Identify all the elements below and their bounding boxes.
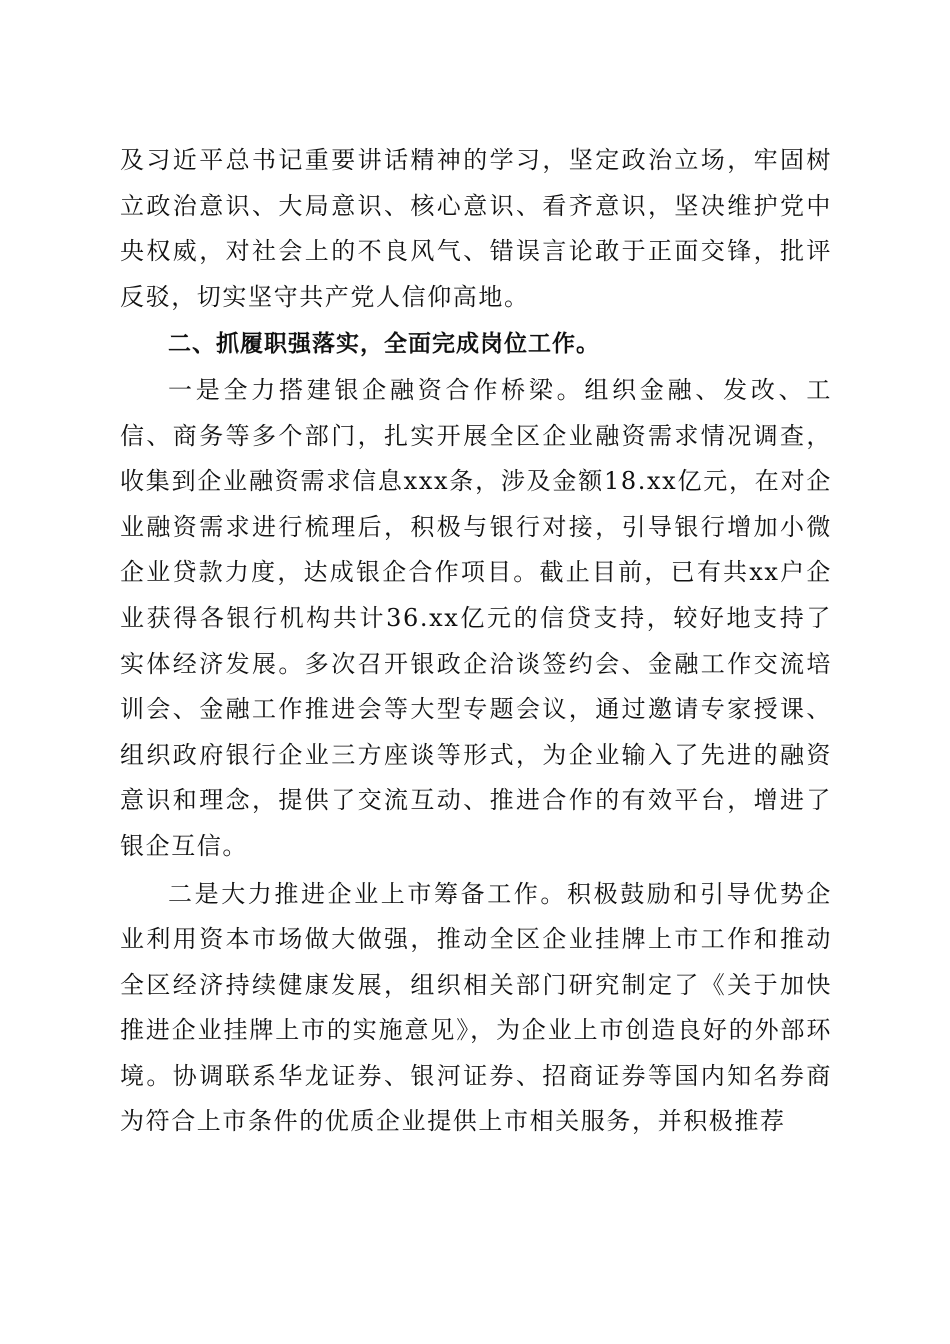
section-heading: 二、抓履职强落实，全面完成岗位工作。 — [168, 331, 600, 358]
paragraph-lead: 一是全力搭建银企融资合作桥梁。 — [168, 375, 585, 404]
paragraph-continuation: 及习近平总书记重要讲话精神的学习，坚定政治立场，牢固树立政治意识、大局意识、核心意识、看齐意识，坚决维护党中央权威，对社会上的不良风气、错误言论敢于正面交锋，批评反驳，切实坚守共产党人信仰高地。 — [120, 146, 832, 311]
paragraph-body: 组织金融、发改、工信、商务等多个部门，扎实开展全区企业融资需求情况调查，收集到企业融资需求信息xxx条，涉及金额18.xx亿元，在对企业融资需求进行梳理后，积极与银行对接，引导银行增加小微企业贷款力度，达成银企合作项目。截止目前，已有共xx户企业获得各银行机构共计36.xx亿元的信贷支持，较好地支持了实体经济发展。多次召开银政企洽谈签约会、金融工作交流培训会、金融工作推进会等大型专题会议，通过邀请专家授课、组织政府银行企业三方座谈等形式，为企业输入了先进的融资意识和理念，提供了交流互动、推进合作的有效平台，增进了银企互信。 — [120, 375, 832, 860]
paragraph-listing-prep — [120, 872, 832, 1146]
paragraph-bank-enterprise — [120, 368, 832, 870]
paragraph-body: 积极鼓励和引导优势企业利用资本市场做大做强，推动全区企业挂牌上市工作和推动全区经济持续健康发展，组织相关部门研究制定了《关于加快推进企业挂牌上市的实施意见》，为企业上市创造良好的外部环境。协调联系华龙证券、银河证券、招商证券等国内知名券商为符合上市条件的优质企业提供上市相关服务，并积极推荐 — [120, 879, 832, 1136]
document-page — [120, 138, 832, 1145]
paragraph-lead: 二是大力推进企业上市筹备工作。 — [168, 879, 567, 908]
